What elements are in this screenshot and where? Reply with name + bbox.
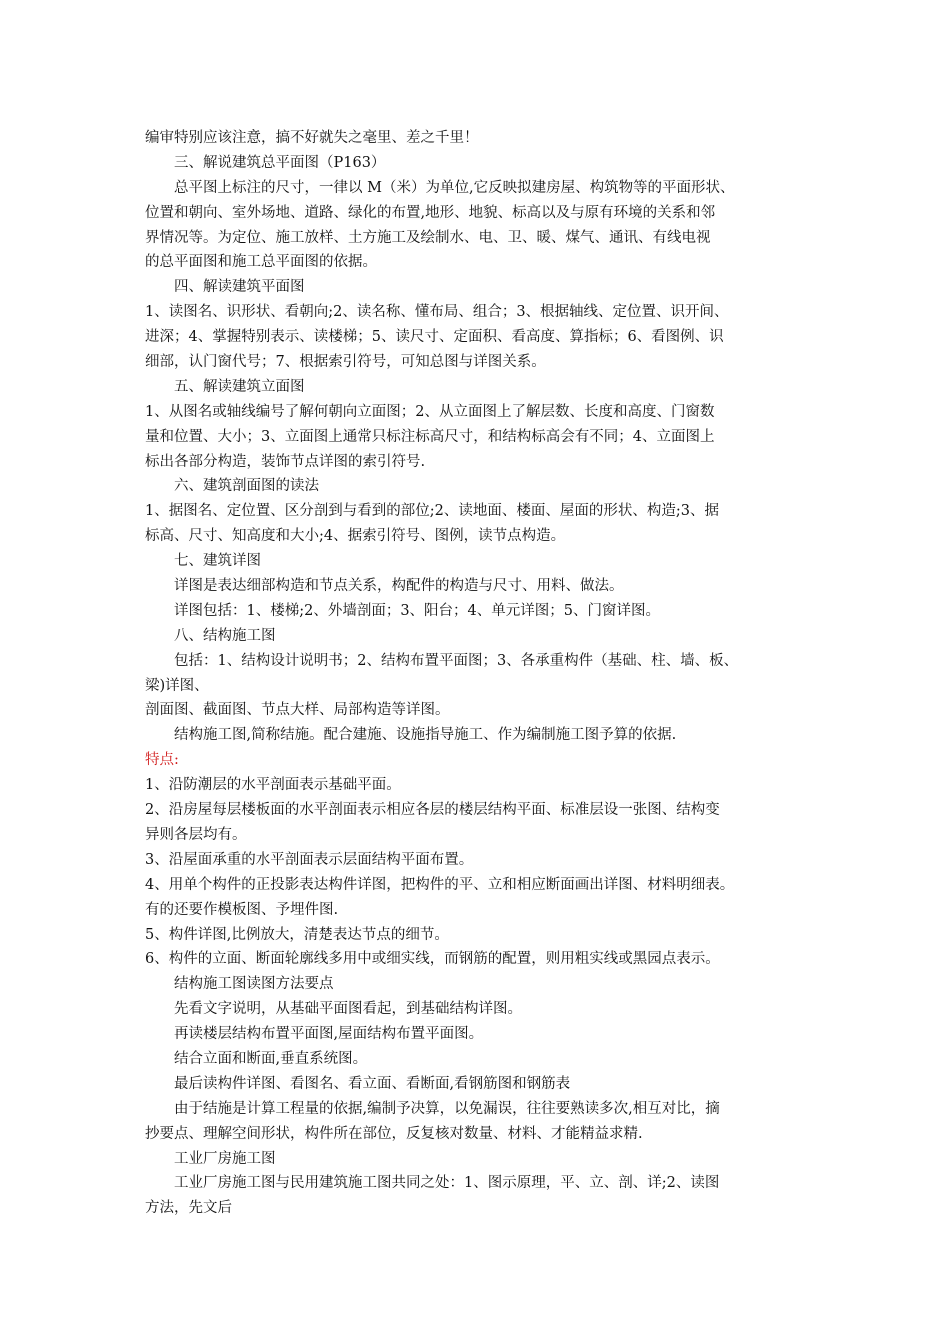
section-heading-red: 特点: [145, 752, 179, 769]
text-line: 由于结施是计算工程量的依据,编制予决算，以免漏误，往往要熟读多次,相互对比，摘 [174, 1100, 720, 1117]
text-line: 2、沿房屋每层楼板面的水平剖面表示相应各层的楼层结构平面、标准层设一张图、结构变 [145, 802, 720, 819]
text-line: 最后读构件详图、看图名、看立面、看断面,看钢筋图和钢筋表 [174, 1075, 571, 1092]
text-line: 标高、尺寸、知高度和大小;4、据索引符号、图例，读节点构造。 [145, 528, 566, 545]
text-line: 1、读图名、识形状、看朝向;2、读名称、懂布局、组合；3、根据轴线、定位置、识开间、 [145, 304, 729, 321]
text-line: 三、解说建筑总平面图（P163） [174, 154, 386, 171]
text-line: 再读楼层结构布置平面图,屋面结构布置平面图。 [174, 1026, 484, 1043]
document-page [145, 126, 835, 1221]
text-line: 五、解读建筑立面图 [174, 378, 305, 395]
text-line: 工业厂房施工图与民用建筑施工图共同之处：1、图示原理，平、立、剖、详;2、读图 [174, 1175, 720, 1192]
text-line: 详图包括：1、楼梯;2、外墙剖面；3、阳台；4、单元详图；5、门窗详图。 [174, 602, 661, 619]
text-line: 先看文字说明，从基础平面图看起，到基础结构详图。 [174, 1001, 522, 1018]
text-line: 进深；4、掌握特别表示、读楼梯；5、读尺寸、定面积、看高度、算指标；6、看图例、识 [145, 329, 724, 346]
text-line: 的总平面图和施工总平面图的依据。 [145, 254, 377, 271]
text-line: 6、构件的立面、断面轮廓线多用中或细实线，而钢筋的配置，则用粗实线或黑园点表示。 [145, 951, 720, 968]
text-line: 四、解读建筑平面图 [174, 279, 305, 296]
text-line: 梁)详图、 [145, 677, 209, 694]
text-line: 1、从图名或轴线编号了解何朝向立面图；2、从立面图上了解层数、长度和高度、门窗数 [145, 403, 715, 420]
text-line: 工业厂房施工图 [174, 1150, 276, 1167]
text-line: 抄要点、理解空间形状，构件所在部位，反复核对数量、材料、才能精益求精. [145, 1125, 643, 1142]
text-line: 4、用单个构件的正投影表达构件详图，把构件的平、立和相应断面画出详图、材料明细表。 [145, 876, 735, 893]
text-line: 结构施工图,简称结施。配合建施、设施指导施工、作为编制施工图予算的依据. [174, 727, 677, 744]
text-line: 七、建筑详图 [174, 553, 261, 570]
text-line: 方法，先文后 [145, 1200, 232, 1217]
text-line: 有的还要作模板图、予埋件图. [145, 901, 339, 918]
text-line: 1、沿防潮层的水平剖面表示基础平面。 [145, 777, 401, 794]
text-line: 1、据图名、定位置、区分剖到与看到的部位;2、读地面、楼面、屋面的形状、构造;3、据 [145, 503, 719, 520]
text-line: 界情况等。为定位、施工放样、土方施工及绘制水、电、卫、暖、煤气、通讯、有线电视 [145, 229, 711, 246]
text-line: 标出各部分构造，装饰节点详图的索引符号. [145, 453, 426, 470]
text-line: 5、构件详图,比例放大，清楚表达节点的细节。 [145, 926, 449, 943]
text-line: 结构施工图读图方法要点 [174, 976, 334, 993]
text-line: 结合立面和断面,垂直系统图。 [174, 1050, 368, 1067]
text-line: 异则各层均有。 [145, 826, 247, 843]
text-line: 详图是表达细部构造和节点关系，构配件的构造与尺寸、用料、做法。 [174, 578, 624, 595]
text-line: 总平图上标注的尺寸，一律以 M（米）为单位,它反映拟建房屋、构筑物等的平面形状、 [174, 179, 735, 196]
text-line: 编审特别应该注意，搞不好就失之毫里、差之千里！ [145, 130, 479, 146]
text-line: 六、建筑剖面图的读法 [174, 478, 319, 495]
text-line: 细部，认门窗代号；7、根据索引符号，可知总图与详图关系。 [145, 354, 546, 371]
text-line: 位置和朝向、室外场地、道路、绿化的布置,地形、地貌、标高以及与原有环境的关系和邻 [145, 204, 716, 221]
text-line: 3、沿屋面承重的水平剖面表示层面结构平面布置。 [145, 851, 474, 868]
text-line: 剖面图、截面图、节点大样、局部构造等详图。 [145, 702, 450, 719]
text-line: 包括：1、结构设计说明书；2、结构布置平面图；3、各承重构件（基础、柱、墙、板、 [174, 652, 739, 669]
text-line: 量和位置、大小；3、立面图上通常只标注标高尺寸，和结构标高会有不同；4、立面图上 [145, 428, 715, 445]
text-line: 八、结构施工图 [174, 627, 276, 644]
